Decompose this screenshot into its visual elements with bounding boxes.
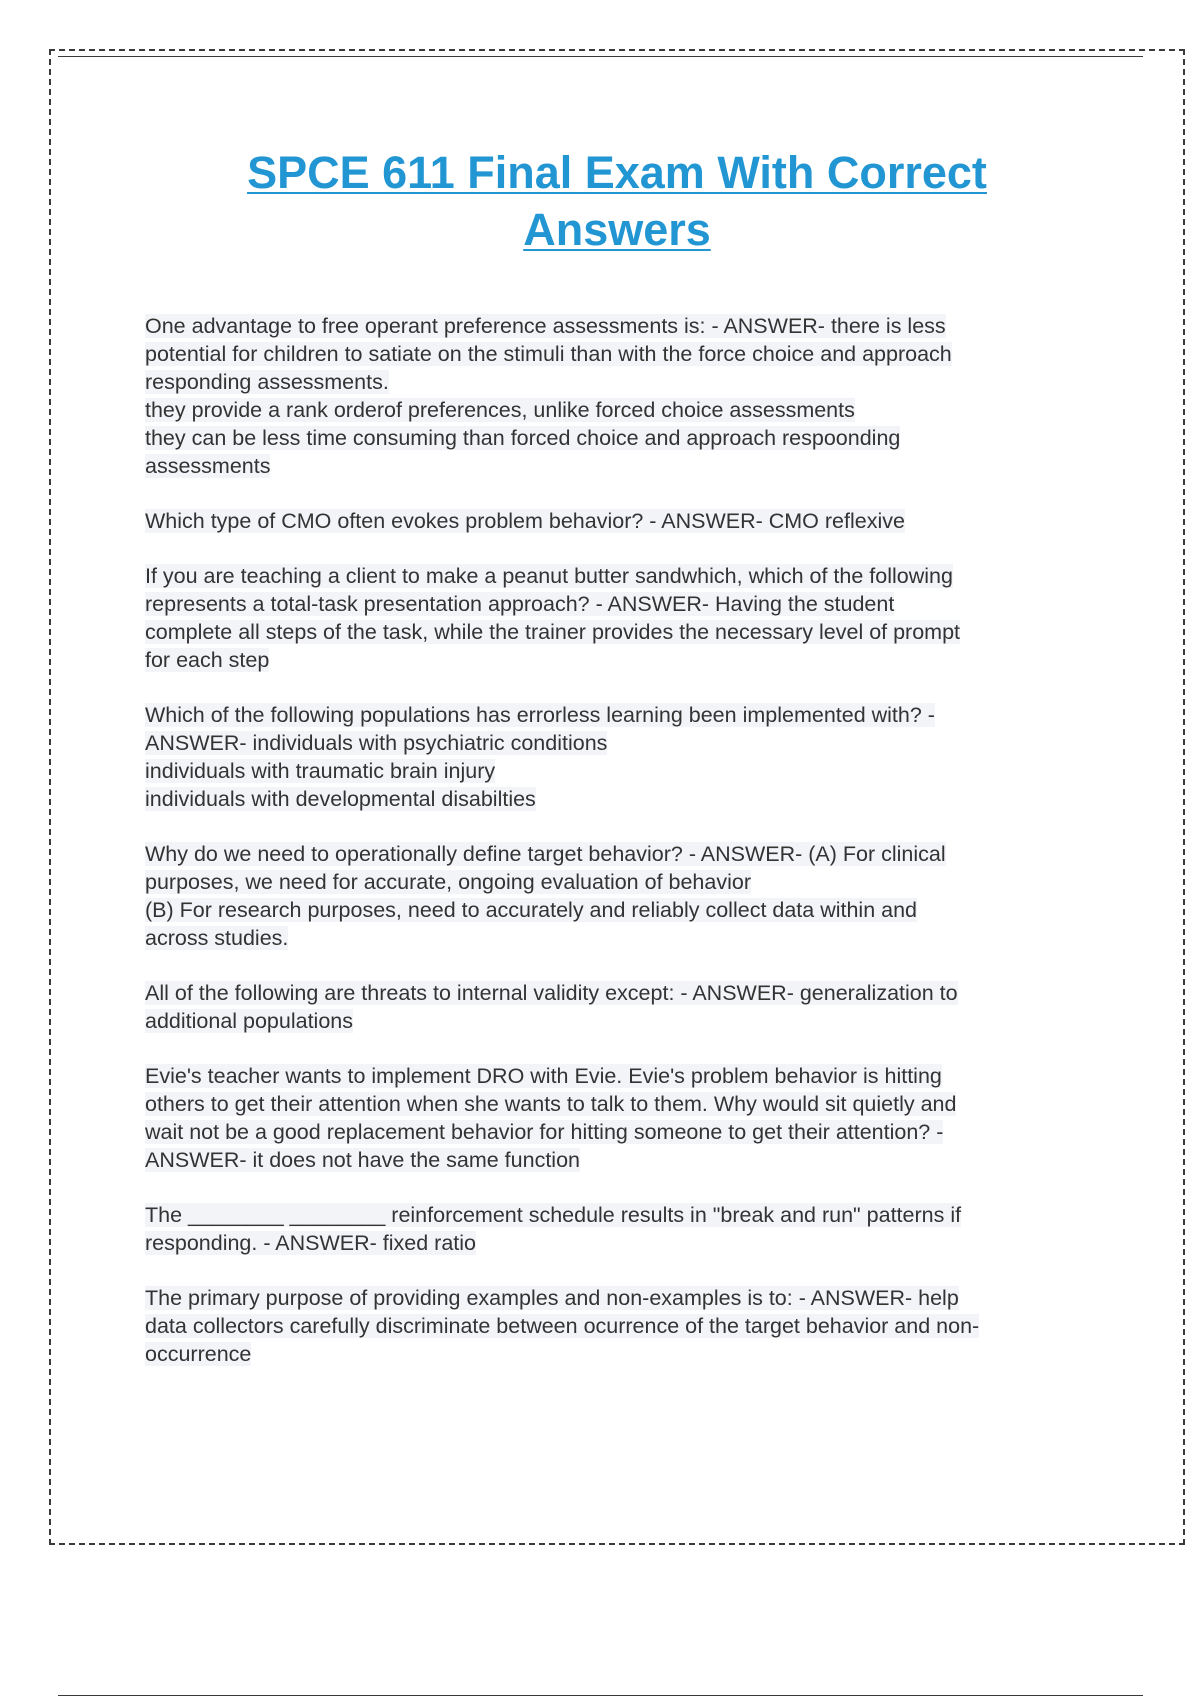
qa-line [145,1201,1095,1229]
qa-line-text: for each step [145,648,270,672]
qa-line [145,979,1095,1007]
qa-line-text: One advantage to free operant preference assessments is: - ANSWER- there is less [145,314,946,338]
qa-line [145,896,1095,924]
qa-line [145,646,1095,674]
qa-line-text: represents a total-task presentation approach? - ANSWER- Having the student [145,592,895,616]
qa-line-text: If you are teaching a client to make a peanut butter sandwhich, which of the following [145,564,953,588]
qa-entry [145,979,1095,1035]
qa-entry [145,1062,1095,1174]
qa-line-text: additional populations [145,1009,353,1033]
qa-line-text: they provide a rank orderof preferences, unlike forced choice assessments [145,398,855,422]
qa-line [145,368,1095,396]
qa-line [145,618,1095,646]
qa-line [145,1090,1095,1118]
qa-line-text: Which type of CMO often evokes problem behavior? - ANSWER- CMO reflexive [145,509,905,533]
qa-entry [145,312,1095,480]
qa-line [145,424,1095,452]
qa-line-text: others to get their attention when she wants to talk to them. Why would sit quietly and [145,1092,957,1116]
qa-line [145,757,1095,785]
qa-line-text: The ________ ________ reinforcement schedule results in "break and run" patterns if [145,1203,962,1227]
qa-line [145,452,1095,480]
document-title: SPCE 611 Final Exam With Correct Answers [247,147,987,255]
qa-line-text: across studies. [145,926,289,950]
qa-line [145,1340,1095,1368]
qa-line-text: wait not be a good replacement behavior for hitting someone to get their attention? - [145,1120,944,1144]
qa-line [145,840,1095,868]
qa-line-text: The primary purpose of providing examples and non-examples is to: - ANSWER- help [145,1286,959,1310]
qa-line [145,729,1095,757]
qa-line [145,1007,1095,1035]
qa-entry [145,507,1095,535]
qa-line [145,1062,1095,1090]
qa-entry [145,562,1095,674]
qa-line [145,590,1095,618]
qa-line-text: occurrence [145,1342,252,1366]
qa-entry [145,701,1095,813]
qa-line-text: potential for children to satiate on the stimuli than with the force choice and approach [145,342,952,366]
qa-line [145,1118,1095,1146]
qa-line-text: Which of the following populations has errorless learning been implemented with? - [145,703,935,727]
qa-line-text: responding. - ANSWER- fixed ratio [145,1231,476,1255]
qa-line-text: data collectors carefully discriminate between ocurrence of the target behavior and non- [145,1314,980,1338]
qa-line [145,396,1095,424]
document-body [145,312,1095,1395]
qa-line [145,1229,1095,1257]
qa-line-text: assessments [145,454,271,478]
qa-line-text: All of the following are threats to internal validity except: - ANSWER- generalization to [145,981,958,1005]
qa-line-text: individuals with developmental disabilties [145,787,536,811]
qa-line-text: purposes, we need for accurate, ongoing evaluation of behavior [145,870,751,894]
qa-line-text: they can be less time consuming than forced choice and approach respoonding [145,426,901,450]
qa-line-text: (B) For research purposes, need to accurately and reliably collect data within and [145,898,918,922]
qa-line [145,785,1095,813]
qa-line-text: individuals with traumatic brain injury [145,759,496,783]
qa-line [145,312,1095,340]
qa-line [145,701,1095,729]
qa-line [145,340,1095,368]
qa-line-text: ANSWER- it does not have the same function [145,1148,580,1172]
qa-entry [145,840,1095,952]
qa-line-text: Evie's teacher wants to implement DRO with Evie. Evie's problem behavior is hitting [145,1064,942,1088]
qa-line [145,562,1095,590]
qa-line [145,868,1095,896]
qa-entry [145,1284,1095,1368]
bottom-rule [58,1695,1143,1696]
top-rule [58,56,1143,57]
qa-line [145,507,1095,535]
qa-line [145,1146,1095,1174]
qa-line-text: responding assessments. [145,370,389,394]
qa-line [145,924,1095,952]
qa-line-text: complete all steps of the task, while the trainer provides the necessary level of prompt [145,620,961,644]
qa-line [145,1284,1095,1312]
qa-line-text: ANSWER- individuals with psychiatric conditions [145,731,608,755]
qa-line-text: Why do we need to operationally define target behavior? - ANSWER- (A) For clinical [145,842,946,866]
qa-line [145,1312,1095,1340]
qa-entry [145,1201,1095,1257]
